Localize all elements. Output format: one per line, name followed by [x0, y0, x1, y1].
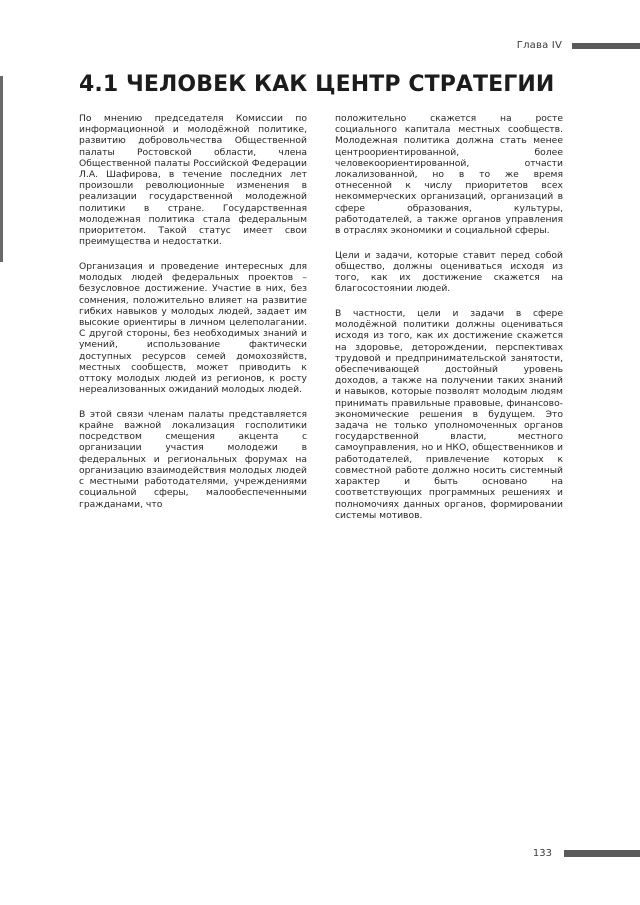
section-title: 4.1 ЧЕЛОВЕК КАК ЦЕНТР СТРАТЕГИИ — [79, 72, 555, 97]
paragraph: Цели и задачи, которые ставит перед собой общество, должны оцениваться исходя из того, как их достижение скажется на благосостоянии людей. — [335, 249, 563, 295]
paragraph: В этой связи членам палаты представляется крайне важной локализация госполитики посредством смещения акцента с организации участия молодежи в федеральных и региональных форумах на организацию взаимодействия молодых людей с местными работодателями, учреждениями социальной сферы, малообеспеченными гражданами, что — [79, 408, 307, 510]
page-number: 133 — [532, 848, 552, 859]
text-column-left — [79, 113, 307, 523]
chapter-header — [517, 40, 640, 51]
chapter-label: Глава IV — [516, 40, 562, 51]
footer-bar — [564, 850, 640, 857]
page-edge-marker — [0, 76, 3, 262]
page-footer — [533, 848, 640, 859]
paragraph: положительно скажется на росте социального капитала местных сообществ. Молодежная политика должна стать менее центроориентированной, более человекоориентированной, отчасти локализованной, но в то же время отнесенной к числу приоритетов всех некоммерческих организаций, организаций в сфере образования, культуры, работодателей, а также органов управления в отраслях экономики и социальной сферы. — [335, 113, 563, 237]
paragraph: В частности, цели и задачи в сфере молодёжной политики должны оцениваться исходя из того, как их достижение скажется на здоровье, деторождении, перспективах трудовой и предпринимательской занятости, обеспечивающей достойный уровень доходов, а также на получении таких знаний и навыков, которые позволят молодым людям принимать правильные правовые, финансово-экономические решения в будущем. Это задача не только уполномоченных органов государственной власти, местного самоуправления, но и НКО, общественников и работодателей, привлечение которых к совместной работе должно носить системный характер и быть основано на соответствующих программных решениях и полномочиях данных органов, формировании системы мотивов. — [335, 308, 563, 521]
chapter-bar — [572, 43, 640, 49]
paragraph: По мнению председателя Комиссии по информационной и молодёжной политике, развитию добровольчества Общественной палаты Ростовской области, члена Общественной палаты Российской Федерации Л.А. Шафирова, в течение последних лет произошли революционные изменения в реализации государственной молодежной политики в стране. Государственная молодежная политика стала федеральным приоритетом. Такой статус имеет свои преимущества и недостатки. — [79, 113, 307, 248]
text-column-right — [335, 113, 563, 534]
paragraph: Организация и проведение интересных для молодых людей федеральных проектов – безусловное достижение. Участие в них, без сомнения, положительно влияет на развитие гибких навыков у молодых людей, задает им высокие ориентиры в личном целеполагании. С другой стороны, без необходимых знаний и умений, использование фактически доступных ресурсов семей домохозяйств, местных сообществ, может приводить к оттоку молодых людей из регионов, к росту нереализованных ожиданий молодых людей. — [79, 260, 307, 396]
